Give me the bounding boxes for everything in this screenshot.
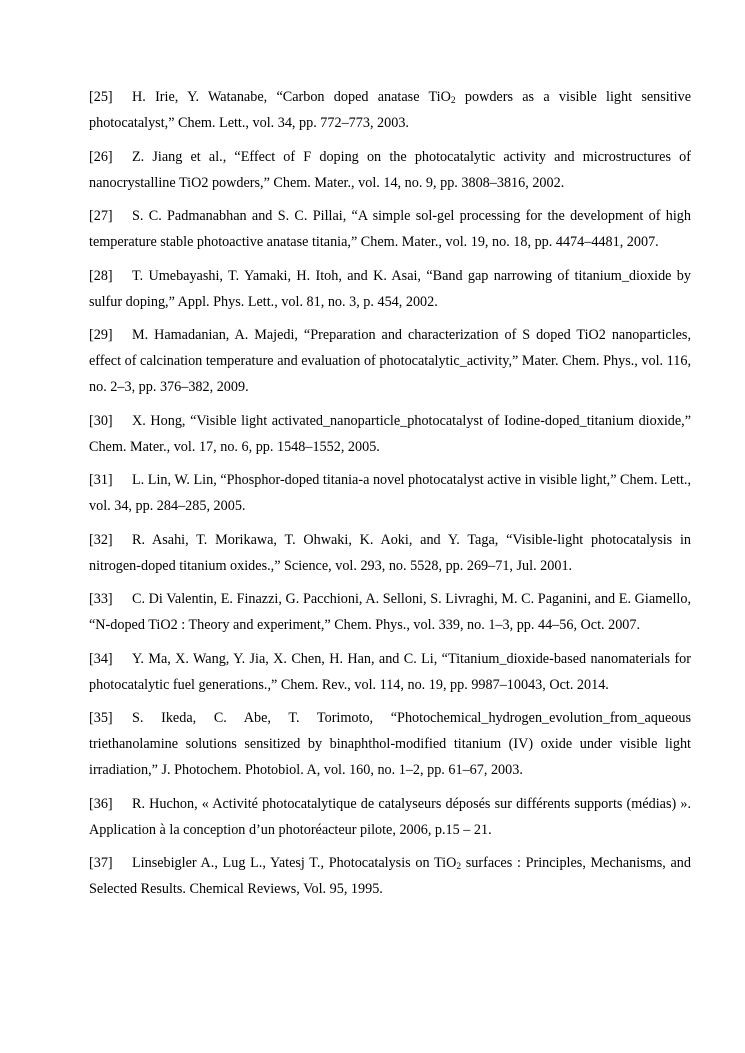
subscript: 2 xyxy=(450,96,456,106)
reference-item xyxy=(89,646,691,698)
reference-item xyxy=(89,322,691,400)
reference-item xyxy=(89,586,691,638)
reference-item xyxy=(89,467,691,519)
reference-item xyxy=(89,144,691,196)
reference-item xyxy=(89,705,691,783)
reference-number: [37] xyxy=(89,855,113,871)
reference-number: [26] xyxy=(89,148,113,165)
reference-number: [29] xyxy=(89,327,113,343)
reference-text: R. Huchon, « Activité photocatalytique de catalyseurs déposés sur différents supports (médias) ». Application à la conception d’un photoréacteur pilote, 2006, p.15 – 21. xyxy=(89,795,691,838)
reference-item xyxy=(89,791,691,843)
reference-text: Linsebigler A., Lug L., Yatesj T., Photocatalysis on TiO xyxy=(132,855,457,871)
reference-number: [25] xyxy=(89,89,113,105)
reference-text: M. Hamadanian, A. Majedi, “Preparation and characterization of S doped TiO2 nanoparticles, effect of calcination temperature and evaluation of photocatalytic_activity,” Mater. Chem. Phys., vol. 116, no. 2–3, pp. 376–382, 2009. xyxy=(89,327,691,395)
reference-text: powders as a visible light sensitive photocatalyst,” Chem. Lett., vol. 34, pp. 772–773, 2003. xyxy=(89,89,691,131)
reference-text: X. Hong, “Visible light activated_nanoparticle_photocatalyst of Iodine-doped_titanium dioxide,” Chem. Mater., vol. 17, no. 6, pp. 1548–1552, 2005. xyxy=(89,412,691,455)
reference-text: S. Ikeda, C. Abe, T. Torimoto, “Photochemical_hydrogen_evolution_from_aqueous triethanolamine solutions sensitized by binaphthol-modified titanium (IV) oxide under visible light irradiation,” J. Photochem. Photobiol. A, vol. 160, no. 1–2, pp. 61–67, 2003. xyxy=(89,710,691,778)
reference-text: Z. Jiang et al., “Effect of F doping on the photocatalytic activity and microstructures of nanocrystalline TiO2 powders,” Chem. Mater., vol. 14, no. 9, pp. 3808–3816, 2002. xyxy=(89,148,691,191)
reference-text: R. Asahi, T. Morikawa, T. Ohwaki, K. Aoki, and Y. Taga, “Visible-light photocatalysis in nitrogen-doped titanium oxides.,” Science, vol. 293, no. 5528, pp. 269–71, Jul. 2001. xyxy=(89,531,691,574)
reference-number: [32] xyxy=(89,531,113,548)
reference-item xyxy=(89,203,691,255)
reference-item xyxy=(89,84,691,136)
reference-list xyxy=(89,84,691,910)
reference-item xyxy=(89,263,691,315)
reference-number: [35] xyxy=(89,710,113,726)
reference-text: surfaces : Principles, Mechanisms, and Selected Results. Chemical Reviews, Vol. 95, 1995. xyxy=(89,855,691,897)
reference-number: [34] xyxy=(89,650,113,667)
reference-text: Y. Ma, X. Wang, Y. Jia, X. Chen, H. Han, and C. Li, “Titanium_dioxide-based nanomaterials for photocatalytic fuel generations.,” Chem. Rev., vol. 114, no. 19, pp. 9987–10043, Oct. 2014. xyxy=(89,650,691,693)
reference-item xyxy=(89,408,691,460)
subscript: 2 xyxy=(456,862,462,872)
reference-number: [30] xyxy=(89,412,113,429)
reference-text: L. Lin, W. Lin, “Phosphor-doped titania-a novel photocatalyst active in visible light,” Chem. Lett., vol. 34, pp. 284–285, 2005. xyxy=(89,472,691,514)
reference-number: [36] xyxy=(89,795,113,812)
reference-number: [28] xyxy=(89,267,113,284)
reference-number: [33] xyxy=(89,591,113,607)
reference-number: [27] xyxy=(89,208,113,224)
reference-text: T. Umebayashi, T. Yamaki, H. Itoh, and K. Asai, “Band gap narrowing of titanium_dioxide by sulfur doping,” Appl. Phys. Lett., vol. 81, no. 3, p. 454, 2002. xyxy=(89,267,691,310)
reference-text: S. C. Padmanabhan and S. C. Pillai, “A simple sol-gel processing for the development of high temperature stable photoactive anatase titania,” Chem. Mater., vol. 19, no. 18, pp. 4474–4481, 2007. xyxy=(89,208,691,250)
reference-item xyxy=(89,850,691,902)
reference-text: H. Irie, Y. Watanabe, “Carbon doped anatase TiO xyxy=(132,89,451,105)
reference-text: C. Di Valentin, E. Finazzi, G. Pacchioni, A. Selloni, S. Livraghi, M. C. Paganini, and E. Giamello, “N-doped TiO2 : Theory and experiment,” Chem. Phys., vol. 339, no. 1–3, pp. 44–56, Oct. 2007. xyxy=(89,591,691,633)
reference-number: [31] xyxy=(89,472,113,488)
reference-item xyxy=(89,527,691,579)
